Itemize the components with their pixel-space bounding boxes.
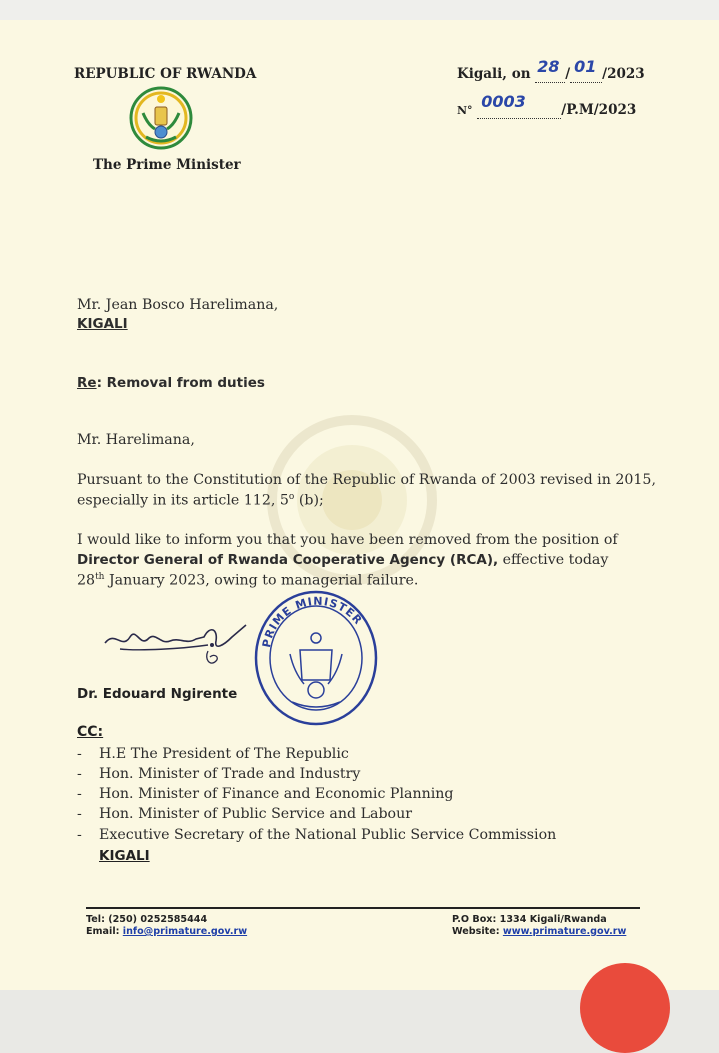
position-title: Director General of Rwanda Cooperative Agency (RCA),: [77, 552, 499, 568]
ref-prefix: N°: [457, 104, 473, 117]
subject-re: Re: [77, 375, 97, 391]
list-item: - Hon. Minister of Finance and Economic Planning: [77, 786, 454, 802]
recipient-city: KIGALI: [77, 316, 128, 332]
paragraph-2-line-2: Director General of Rwanda Cooperative Agency (RCA), effective today: [77, 552, 609, 568]
date-year: /2023: [602, 66, 645, 82]
footer-pobox: P.O Box: 1334 Kigali/Rwanda: [452, 914, 607, 925]
ref-suffix: /P.M/2023: [561, 102, 637, 118]
stamp-text: PRIME MINISTER: [259, 594, 366, 649]
footer-email: Email: info@primature.gov.rw: [86, 926, 248, 937]
ref-number: 0003: [481, 92, 526, 111]
cc-label: CC:: [77, 724, 104, 740]
recipient-name: Mr. Jean Bosco Harelimana,: [77, 297, 279, 313]
red-seal-corner: [580, 963, 670, 1053]
list-item: - Hon. Minister of Trade and Industry: [77, 766, 361, 782]
top-bar: [0, 0, 719, 20]
subject-line: [77, 375, 265, 391]
prime-minister-stamp-icon: [252, 588, 380, 728]
paragraph-1-line-1: Pursuant to the Constitution of the Republic of Rwanda of 2003 revised in 2015,: [77, 472, 656, 488]
list-item: - Hon. Minister of Public Service and Labour: [77, 806, 412, 822]
handwritten-signature-icon: [100, 615, 250, 675]
list-item: - Executive Secretary of the National Public Service Commission: [77, 827, 557, 843]
national-emblem-icon: [128, 85, 194, 151]
website-link[interactable]: www.primature.gov.rw: [502, 926, 627, 937]
subject-text: : Removal from duties: [96, 375, 265, 391]
date-line: Kigali, on 28 / 01 /2023: [457, 57, 645, 82]
cc-city: KIGALI: [99, 848, 150, 864]
footer-tel: Tel: (250) 0252585444: [86, 914, 208, 925]
date-month: 01: [574, 57, 597, 76]
paragraph-1-line-2: especially in its article 112, 5$^o$ (b);: [77, 492, 324, 509]
reference-line: [457, 92, 637, 119]
office-heading: The Prime Minister: [93, 157, 241, 173]
paragraph-2-line-3: 28th January 2023, owing to managerial failure.: [77, 572, 419, 589]
date-day: 28: [537, 57, 560, 76]
footer-divider: [86, 907, 640, 909]
date-prefix: Kigali, on: [457, 66, 531, 82]
signatory-name: Dr. Edouard Ngirente: [77, 686, 238, 702]
salutation: Mr. Harelimana,: [77, 432, 195, 448]
footer-website: Website: www.primature.gov.rw: [452, 926, 627, 937]
republic-heading: REPUBLIC OF RWANDA: [74, 66, 257, 82]
paragraph-2-line-1: I would like to inform you that you have been removed from the position of: [77, 532, 618, 548]
list-item: - H.E The President of The Republic: [77, 746, 349, 762]
email-link[interactable]: info@primature.gov.rw: [122, 926, 248, 937]
